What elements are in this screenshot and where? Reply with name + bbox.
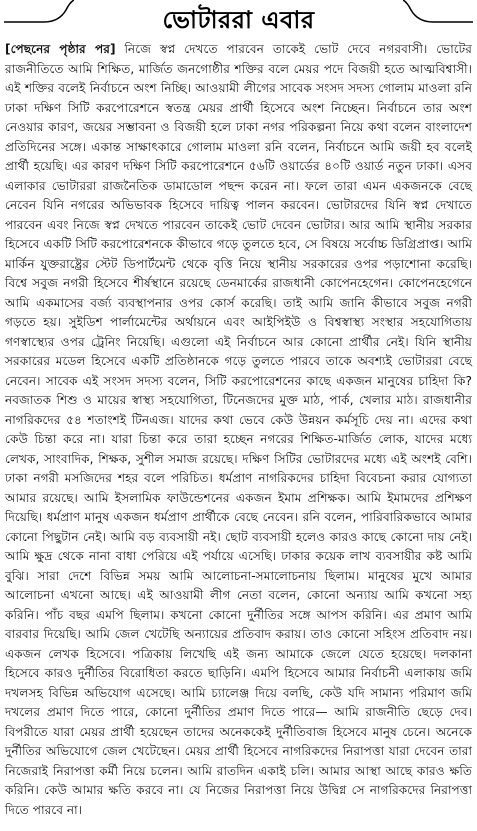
article-body	[5, 40, 472, 820]
article-text: নিজে স্বপ্ন দেখতে পারবেন তাকেই ভোট দেবে নগরবাসী। ভোটের রাজনীতিতে আমি শিক্ষিত, মার্জিত জনগোষ্ঠীর শক্তির বলে মেয়র পদে বিজয়ী হতে আত্মবিশ্বাসী। এই শক্তির বলেই নির্বাচনে অংশ নিচ্ছি। আওয়ামী লীগের সাবেক সংসদ সদস্য গোলাম মাওলা রনি ঢাকা দক্ষিণ সিটি করপোরেশনে স্বতন্ত্র মেয়র প্রার্থী হিসেবে অংশ নিচ্ছেন। নির্বাচনে তার অংশ নেওয়ার কারণ, জয়ের সম্ভাবনা ও বিজয়ী হলে ঢাকা নগর পরিকল্পনা নিয়ে কথা বলেন বাংলাদেশ প্রতিদিনের সঙ্গে। একান্ত সাক্ষাৎকারে গোলাম মাওলা রনি বলেন, নির্বাচনে আমি জয়ী হব বলেই প্রার্থী হয়েছি। এর কারণ দক্ষিণ সিটি করপোরেশনে ৫৬টি ওয়ার্ডের ৪০টি ওয়ার্ড নতুন ঢাকা। এসব এলাকার ভোটাররা রাজনৈতিক ডামাডোল পছন্দ করেন না। ফলে তারা এমন একজনকে বেছে নেবেন যিনি নগরের অভিভাবক হিসেবে দায়িত্ব পালন করবেন। ভোটারদের যিনি স্বপ্ন দেখাতে পারবেন এবং নিজে স্বপ্ন দেখতে পারবেন তাকেই ভোট দেবেন ভোটার। আর আমি স্থানীয় সরকার হিসেবে একটি সিটি করপোরেশনকে কীভাবে গড়ে তুলতে হবে, সে বিষয়ে সর্বোচ্চ ডিগ্রিপ্রাপ্ত। আমি মার্কিন যুক্তরাষ্ট্রের স্টেট ডিপার্টমেন্ট থেকে বৃত্তি নিয়ে স্থানীয় সরকারের ওপর পড়াশোনা করেছি। বিশ্বে সবুজ নগরী হিসেবে শীর্ষস্থানে রয়েছে ডেনমার্কের রাজধানী কোপেনহেগেন। কোপেনহেগেনে আমি একমাসের বর্জ্য ব্যবস্থাপনার ওপর কোর্স করেছি। তাই আমি জানি কীভাবে সবুজ নগরী গড়তে হয়। সুইডিশ পার্লামেন্টের অর্থায়নে এবং আইপিইউ ও বিশ্বস্বাস্থ্য সংস্থার সহযোগিতায় গণস্বাস্থ্যের ওপর ট্রেনিং নিয়েছি। এগুলো এই নির্বাচনে আর কোনো প্রার্থীর নেই। যিনি স্থানীয় সরকারের মডেল হিসেবে একটি প্রতিষ্ঠানকে গড়ে তুলতে পারবে তাকে অবশ্যই ভোটাররা বেছে নেবেন। সাবেক এই সংসদ সদস্য বলেন, সিটি করপোরেশনের কাছে একজন মানুষের চাহিদা কি? নবজাতক শিশু ও মায়ের স্বাস্থ্য সহযোগিতা, টিনেজদের মুক্ত মাঠ, পার্ক, খেলার মাঠ। রাজধানীর নাগরিকদের ৫৪ শতাংশই টিনএজ। যাদের কথা ভেবে কেউ উন্নয়ন কর্মসূচি দেয় না। এদের কথা কেউ চিন্তা করে না। যারা চিন্তা করে তারা হচ্ছেন নগরের শিক্ষিত-মার্জিত লোক, যাদের মধ্যে লেখক, সাংবাদিক, শিক্ষক, সুশীল সমাজ রয়েছে। দক্ষিণ সিটির ভোটারদের মধ্যে এই অংশই বেশি। ঢাকা নগরী মসজিদের শহর বলে পরিচিত। ধর্মপ্রাণ নাগরিকদের চাহিদা বিবেচনা করার যোগ্যতা আমার রয়েছে। আমি ইসলামিক ফাউন্ডেশনের একজন ইমাম প্রশিক্ষক। আমি ইমামদের প্রশিক্ষণ দিয়েছি। ধর্মপ্রাণ মানুষ একজন ধর্মপ্রাণ প্রার্থীকে বেছে নেবেন। রনি বলেন, পারিবারিকভাবে আমার কোনো পিছুটান নেই। আমি বড় ব্যবসায়ী নই। ছোট ব্যবসায়ী হলেও কারও কাছে কোনো দায় নেই। আমি ক্ষুদ্র থেকে নানা বাধা পেরিয়ে এই পর্যায়ে এসেছি। ঢাকার কয়েক লাখ ব্যবসায়ীর কষ্ট আমি বুঝি। সারা দেশে বিভিন্ন সময় আমি আলোচনা-সমালোচনায় ছিলাম। মানুষের মুখে আমার আলোচনা এখনো আছে। এই আওয়ামী লীগ নেতা বলেন, কোনো অন্যায় আমি কখনো সহ্য করিনি। পাঁচ বছর এমপি ছিলাম। কখনো কোনো দুর্নীতির সঙ্গে আপস করিনি। এর প্রমাণ আমি বারবার দিয়েছি। আমি জেল খেটেছি অন্যায়ের প্রতিবাদ করায়। তাও কোনো সহিংস প্রতিবাদ নয়। একজন লেখক হিসেবে। পত্রিকায় লিখেছি এই জন্য আমাকে জেলে যেতে হয়েছে। দলকানা হিসেবে কারও দুর্নীতির বিরোধিতা করতে ছাড়িনি। এমপি হিসেবে আমার নির্বাচনী এলাকায় জমি দখলসহ বিভিন্ন অভিযোগ এসেছে। আমি চ্যালেঞ্জ দিয়ে বলছি, কেউ যদি সামান্য পরিমাণ জমি দখলের প্রমাণ দিতে পারে, কোনো দুর্নীতির প্রমাণ দিতে পারে— আমি রাজনীতি ছেড়ে দেব। বিপরীতে যারা মেয়র প্রার্থী হয়েছেন তাদের অনেককেই দুর্নীতিবাজ হিসেবে মানুষ চেনে। অনেকে দুর্নীতির অভিযোগে জেল খেটেছেন। মেয়র প্রার্থী হিসেবে নাগরিকদের নিরাপত্তা যারা দেবেন তারা নিজেরাই নিরাপত্তা কর্মী নিয়ে চলেন। আমি রাতদিন একাই চলি। আমার আস্থা আছে কারও ক্ষতি করিনি। কেউ আমার ক্ষতি করবে না। যে নিজের নিরাপত্তা নিয়ে উদ্বিগ্ন সে নাগরিকদের নিরাপত্তা দিতে পারবে না।	[5, 42, 473, 817]
article-paragraph	[5, 40, 472, 820]
article-headline: ভোটাররা এবার	[162, 6, 315, 34]
continuation-marker: [পেছনের পৃষ্ঠার পর]	[5, 42, 116, 56]
